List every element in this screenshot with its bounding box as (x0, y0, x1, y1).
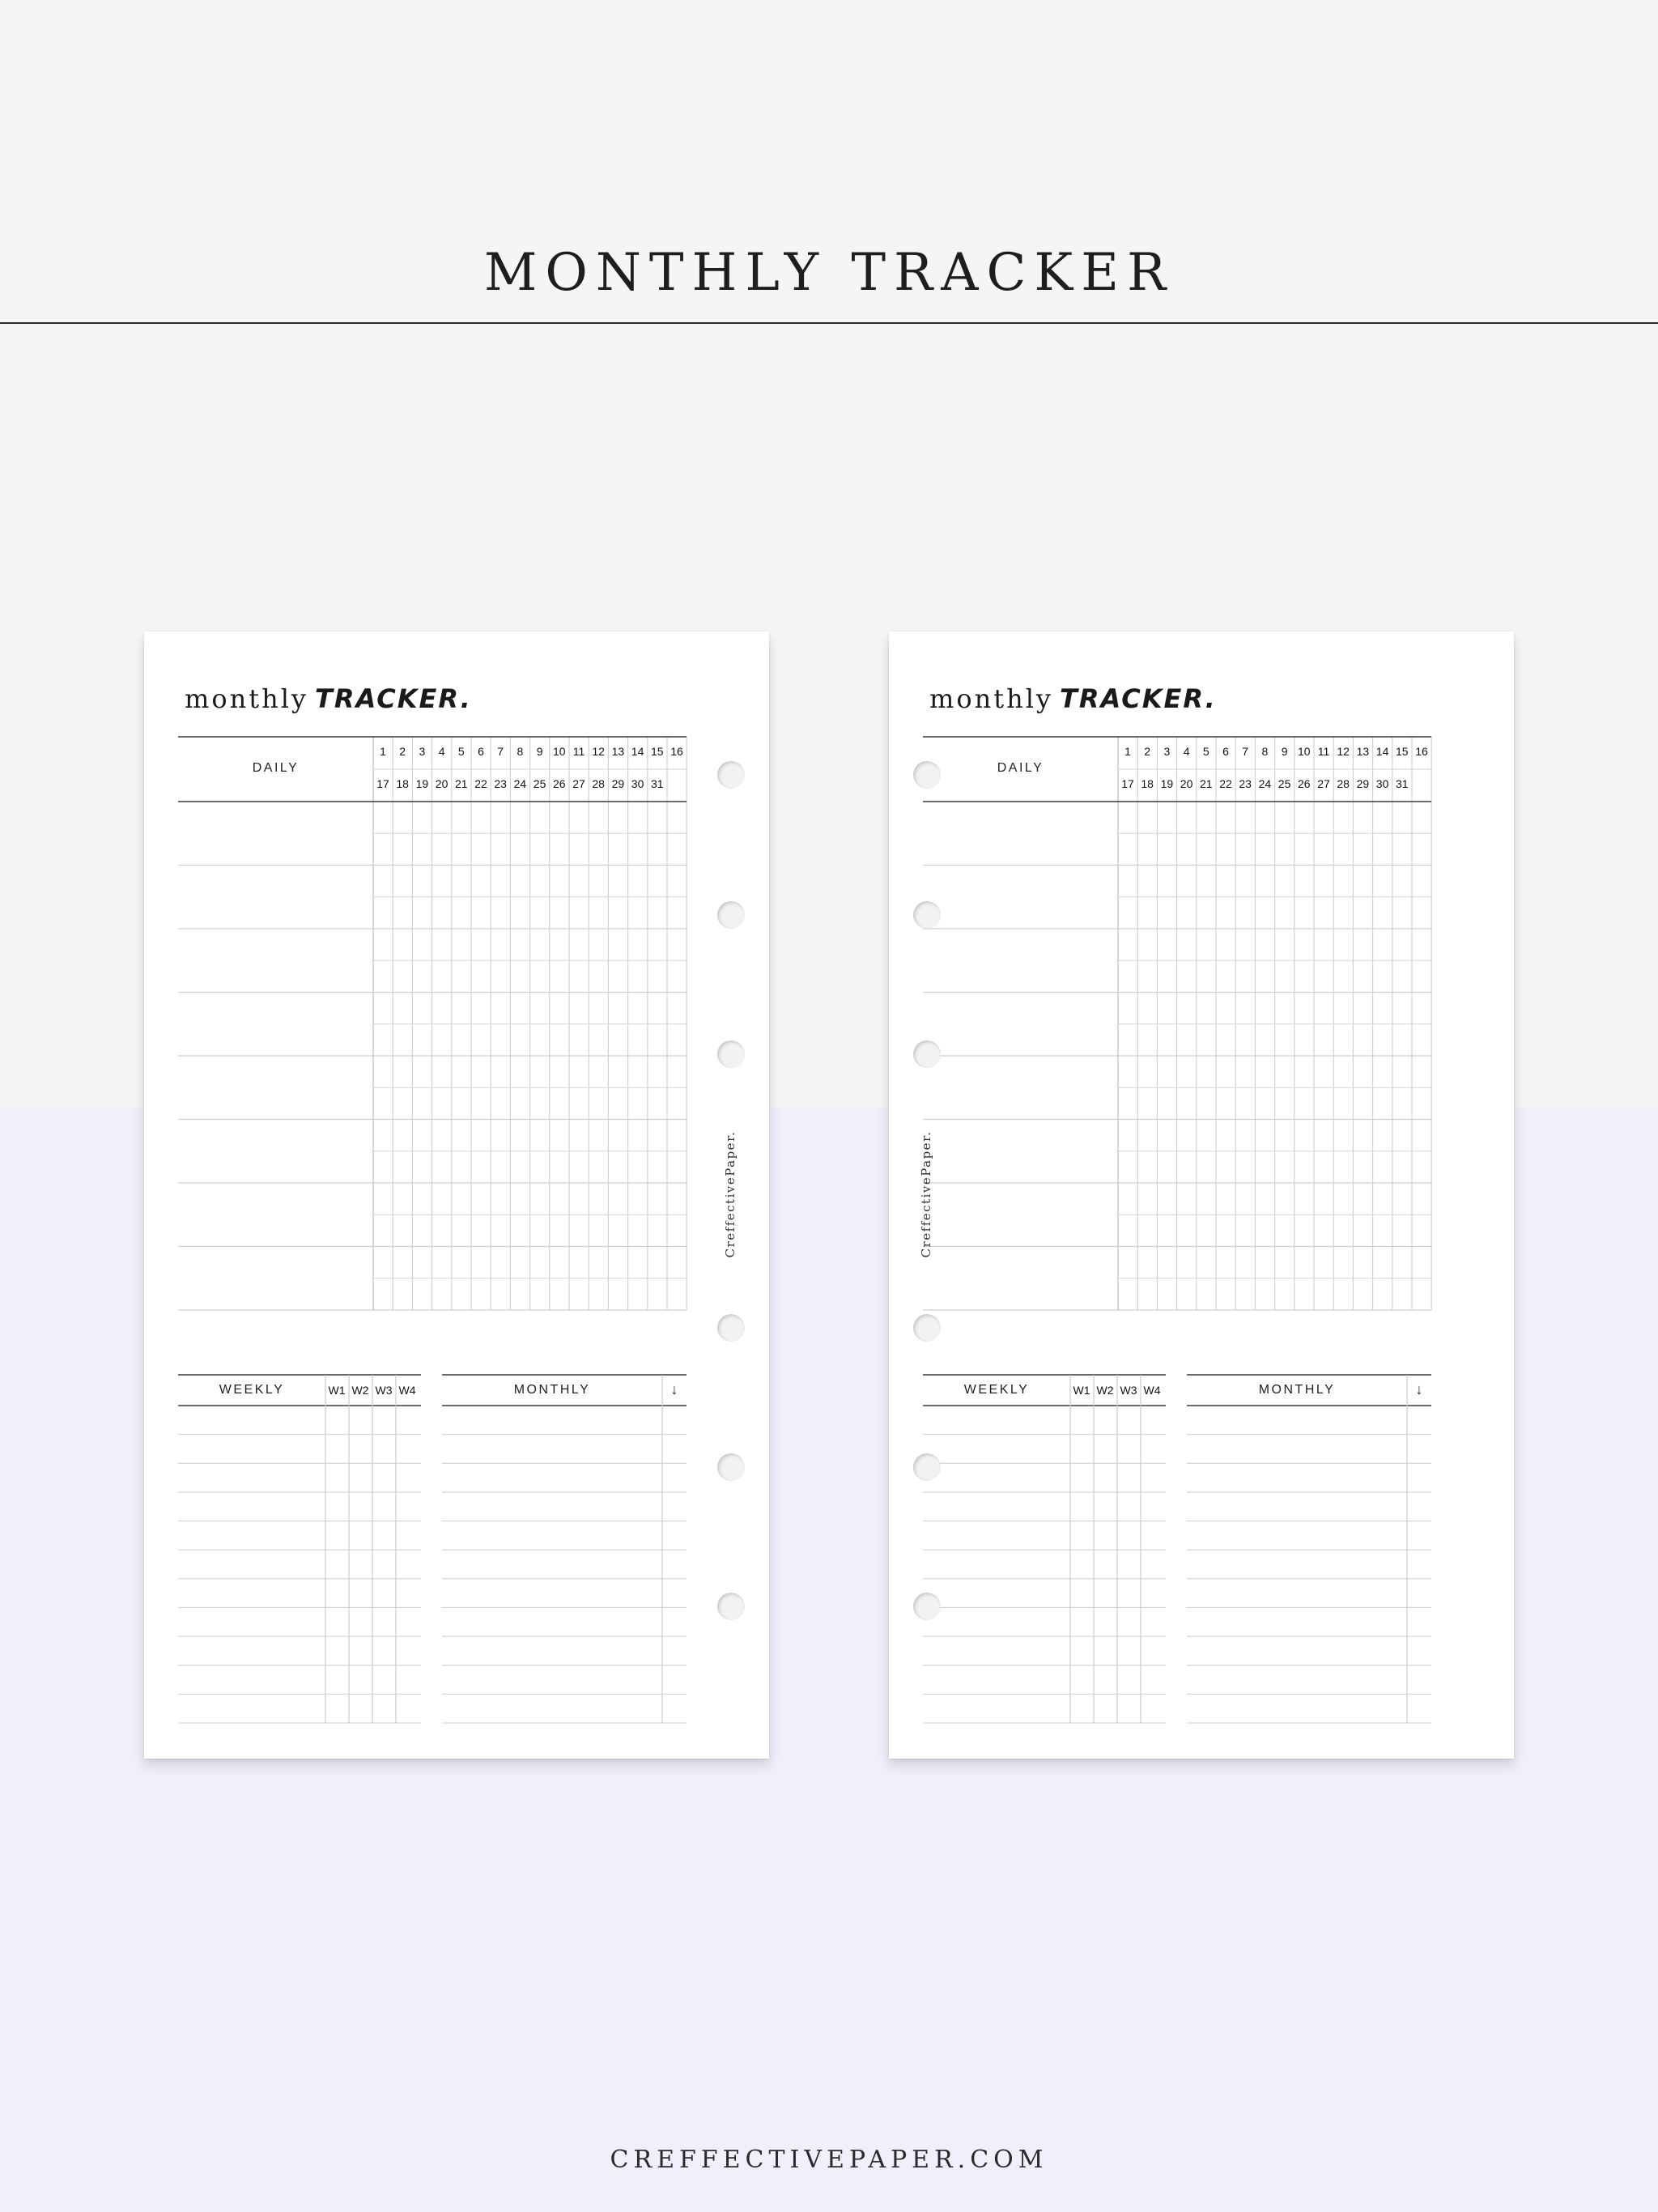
day-number: 27 (572, 777, 585, 790)
day-number: 10 (1298, 745, 1311, 758)
week-column-label: W4 (1143, 1384, 1161, 1397)
weekly-label: WEEKLY (219, 1383, 285, 1397)
day-number: 9 (536, 745, 543, 758)
day-number: 10 (553, 745, 566, 758)
day-number: 1 (380, 745, 386, 758)
day-number: 26 (553, 777, 566, 790)
day-number: 12 (1337, 745, 1350, 758)
planner-page-left (144, 632, 769, 1759)
day-number: 7 (1242, 745, 1249, 758)
punch-hole (913, 1040, 941, 1068)
day-number: 3 (419, 745, 426, 758)
day-number: 30 (631, 777, 644, 790)
day-number: 16 (670, 745, 683, 758)
week-column-label: W2 (1096, 1384, 1114, 1397)
day-number: 8 (1261, 745, 1269, 758)
punch-hole (913, 761, 941, 789)
day-number: 27 (1317, 777, 1330, 790)
day-number: 21 (455, 777, 468, 790)
week-column-label: W3 (375, 1384, 393, 1397)
day-number: 11 (1317, 745, 1330, 758)
day-number: 20 (1180, 777, 1193, 790)
day-number: 24 (1258, 777, 1272, 790)
day-number: 2 (1144, 745, 1151, 758)
day-number: 9 (1281, 745, 1288, 758)
day-number: 4 (1183, 745, 1190, 758)
day-number: 28 (592, 777, 605, 790)
title-emphasis: TRACKER. (1060, 683, 1217, 714)
day-number: 19 (415, 777, 429, 790)
punch-hole (717, 1314, 745, 1342)
arrow-down-icon: ↓ (1415, 1381, 1423, 1397)
day-number: 12 (592, 745, 605, 758)
tracker-grid (889, 632, 1514, 1759)
day-number: 2 (399, 745, 406, 758)
punch-hole (717, 1453, 745, 1481)
week-column-label: W3 (1120, 1384, 1137, 1397)
day-number: 14 (631, 745, 644, 758)
tracker-grid (144, 632, 769, 1759)
day-number: 31 (651, 777, 664, 790)
day-number: 21 (1200, 777, 1213, 790)
daily-label: DAILY (997, 761, 1044, 775)
footer-url: CREFFECTIVEPAPER.COM (610, 2146, 1048, 2174)
day-number: 23 (1239, 777, 1252, 790)
day-number: 1 (1124, 745, 1131, 758)
punch-hole (717, 1040, 745, 1068)
banner-title: MONTHLY TRACKER (483, 243, 1175, 303)
day-number: 30 (1375, 777, 1389, 790)
week-column-label: W2 (351, 1384, 369, 1397)
punch-hole (717, 1593, 745, 1620)
title-emphasis: TRACKER. (315, 683, 472, 714)
day-number: 16 (1415, 745, 1428, 758)
day-number: 6 (478, 745, 484, 758)
title-word: monthly (929, 683, 1053, 714)
week-column-label: W4 (398, 1384, 416, 1397)
day-number: 26 (1298, 777, 1311, 790)
arrow-down-icon: ↓ (670, 1381, 678, 1397)
day-number: 28 (1337, 777, 1350, 790)
day-number: 5 (457, 745, 465, 758)
day-number: 22 (474, 777, 487, 790)
day-number: 13 (611, 745, 625, 758)
punch-hole (913, 1314, 941, 1342)
day-number: 25 (533, 777, 546, 790)
day-number: 22 (1219, 777, 1232, 790)
weekly-label: WEEKLY (963, 1383, 1030, 1397)
planner-page-right (889, 632, 1514, 1759)
title-word: monthly (185, 683, 308, 714)
monthly-label: MONTHLY (513, 1383, 591, 1397)
brand-mark: CreffectivePaper. (919, 1130, 933, 1258)
day-number: 17 (376, 777, 389, 790)
banner-divider (0, 322, 1658, 324)
day-number: 11 (572, 745, 585, 758)
day-number: 4 (438, 745, 445, 758)
day-number: 3 (1163, 745, 1171, 758)
day-number: 13 (1356, 745, 1370, 758)
day-number: 19 (1160, 777, 1174, 790)
monthly-label: MONTHLY (1258, 1383, 1336, 1397)
punch-hole (913, 1593, 941, 1620)
punch-hole (913, 901, 941, 929)
day-number: 6 (1222, 745, 1229, 758)
week-column-label: W1 (1073, 1384, 1090, 1397)
day-number: 15 (1396, 745, 1409, 758)
day-number: 29 (611, 777, 625, 790)
day-number: 29 (1356, 777, 1370, 790)
day-number: 5 (1202, 745, 1209, 758)
day-number: 15 (651, 745, 664, 758)
day-number: 25 (1278, 777, 1291, 790)
day-number: 23 (494, 777, 507, 790)
brand-mark: CreffectivePaper. (723, 1130, 738, 1258)
day-number: 31 (1396, 777, 1409, 790)
day-number: 17 (1121, 777, 1134, 790)
day-number: 7 (497, 745, 504, 758)
day-number: 18 (1141, 777, 1154, 790)
day-number: 18 (396, 777, 409, 790)
day-number: 14 (1375, 745, 1389, 758)
day-number: 24 (513, 777, 527, 790)
punch-hole (717, 761, 745, 789)
punch-hole (913, 1453, 941, 1481)
day-number: 20 (435, 777, 449, 790)
week-column-label: W1 (328, 1384, 346, 1397)
day-number: 8 (517, 745, 524, 758)
daily-label: DAILY (252, 761, 300, 775)
punch-hole (717, 901, 745, 929)
